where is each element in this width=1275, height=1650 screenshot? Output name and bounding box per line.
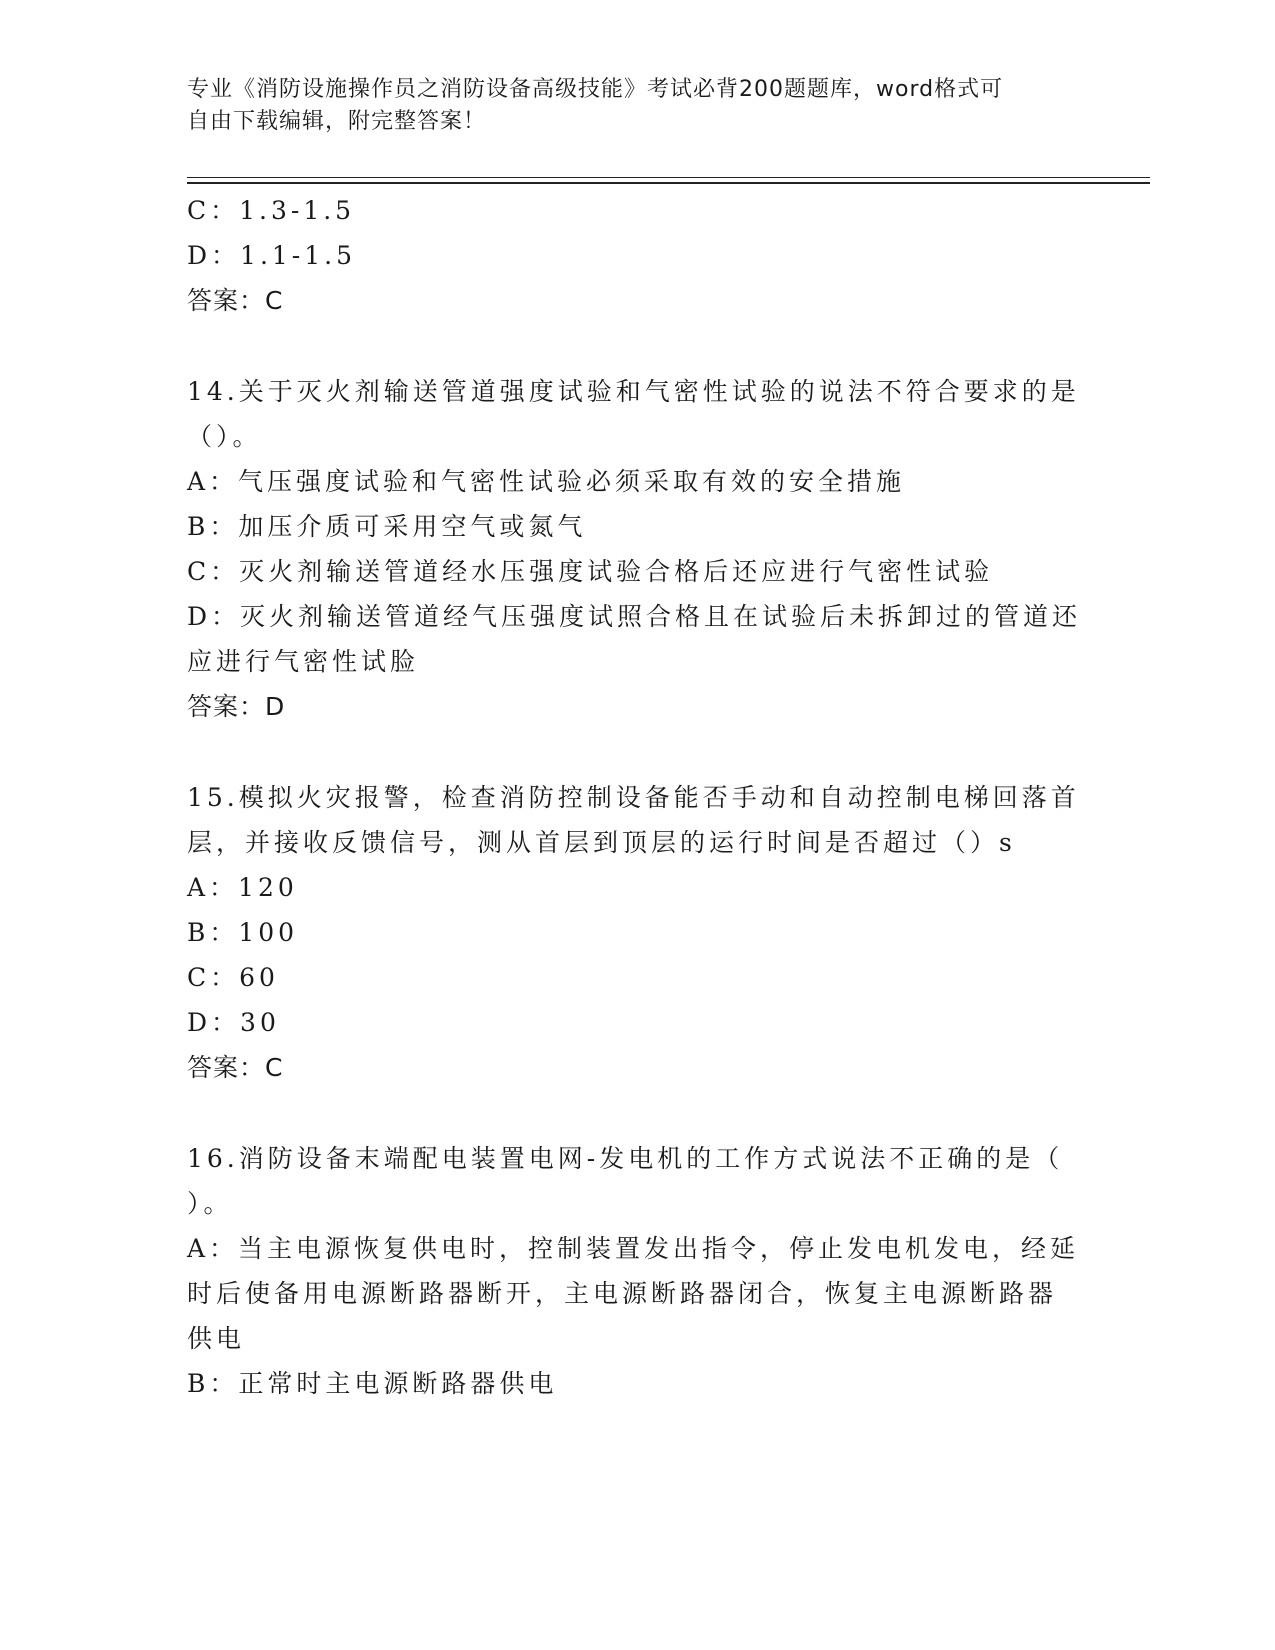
- question-stem: 层，并接收反馈信号，测从首层到顶层的运行时间是否超过（）s: [187, 828, 1016, 857]
- question-13-tail: [187, 188, 1087, 323]
- question-stem: ）。: [187, 1189, 233, 1218]
- option-c: C：1.3-1.5: [187, 196, 356, 225]
- header-rule-thin: [187, 177, 1150, 178]
- answer: 答案：C: [187, 286, 284, 315]
- option-c: C：60: [187, 963, 279, 992]
- spacer: [187, 729, 1087, 775]
- option-a: A：气压强度试验和气密性试验必须采取有效的安全措施: [187, 467, 906, 496]
- option-d: 应进行气密性试脸: [187, 647, 420, 676]
- question-stem: 14.关于灭火剂输送管道强度试验和气密性试验的说法不符合要求的是: [187, 377, 1080, 406]
- document-header: [187, 74, 1067, 138]
- spacer: [187, 1090, 1087, 1136]
- header-line-1: 专业《消防设施操作员之消防设备高级技能》考试必背200题题库，word格式可: [187, 77, 1004, 102]
- option-a: A：当主电源恢复供电时，控制装置发出指令，停止发电机发电，经延: [187, 1234, 1080, 1263]
- spacer: [187, 323, 1087, 369]
- option-d: D：1.1-1.5: [187, 241, 357, 270]
- question-14: [187, 369, 1087, 729]
- answer: 答案：C: [187, 1053, 284, 1082]
- option-d: D：灭火剂输送管道经气压强度试照合格且在试验后未拆卸过的管道还: [187, 602, 1082, 631]
- option-a: A：120: [187, 873, 298, 902]
- option-a: 时后使备用电源断路器断开，主电源断路器闭合，恢复主电源断路器: [187, 1279, 1058, 1308]
- option-d: D：30: [187, 1008, 280, 1037]
- option-b: B：加压介质可采用空气或氮气: [187, 512, 587, 541]
- question-16: [187, 1136, 1087, 1406]
- option-b: B：正常时主电源断路器供电: [187, 1369, 558, 1398]
- option-a: 供电: [187, 1324, 246, 1353]
- answer: 答案：D: [187, 692, 286, 721]
- question-stem: （）。: [187, 422, 262, 451]
- document-body: [187, 188, 1087, 1406]
- question-stem: 16.消防设备末端配电装置电网-发电机的工作方式说法不正确的是（: [187, 1144, 1064, 1173]
- header-line-2: 自由下载编辑，附完整答案！: [187, 109, 487, 134]
- option-c: C：灭火剂输送管道经水压强度试验合格后还应进行气密性试验: [187, 557, 994, 586]
- option-b: B：100: [187, 918, 299, 947]
- question-stem: 15.模拟火灾报警，检查消防控制设备能否手动和自动控制电梯回落首: [187, 783, 1080, 812]
- header-rule-thick: [187, 182, 1150, 184]
- question-15: [187, 775, 1087, 1090]
